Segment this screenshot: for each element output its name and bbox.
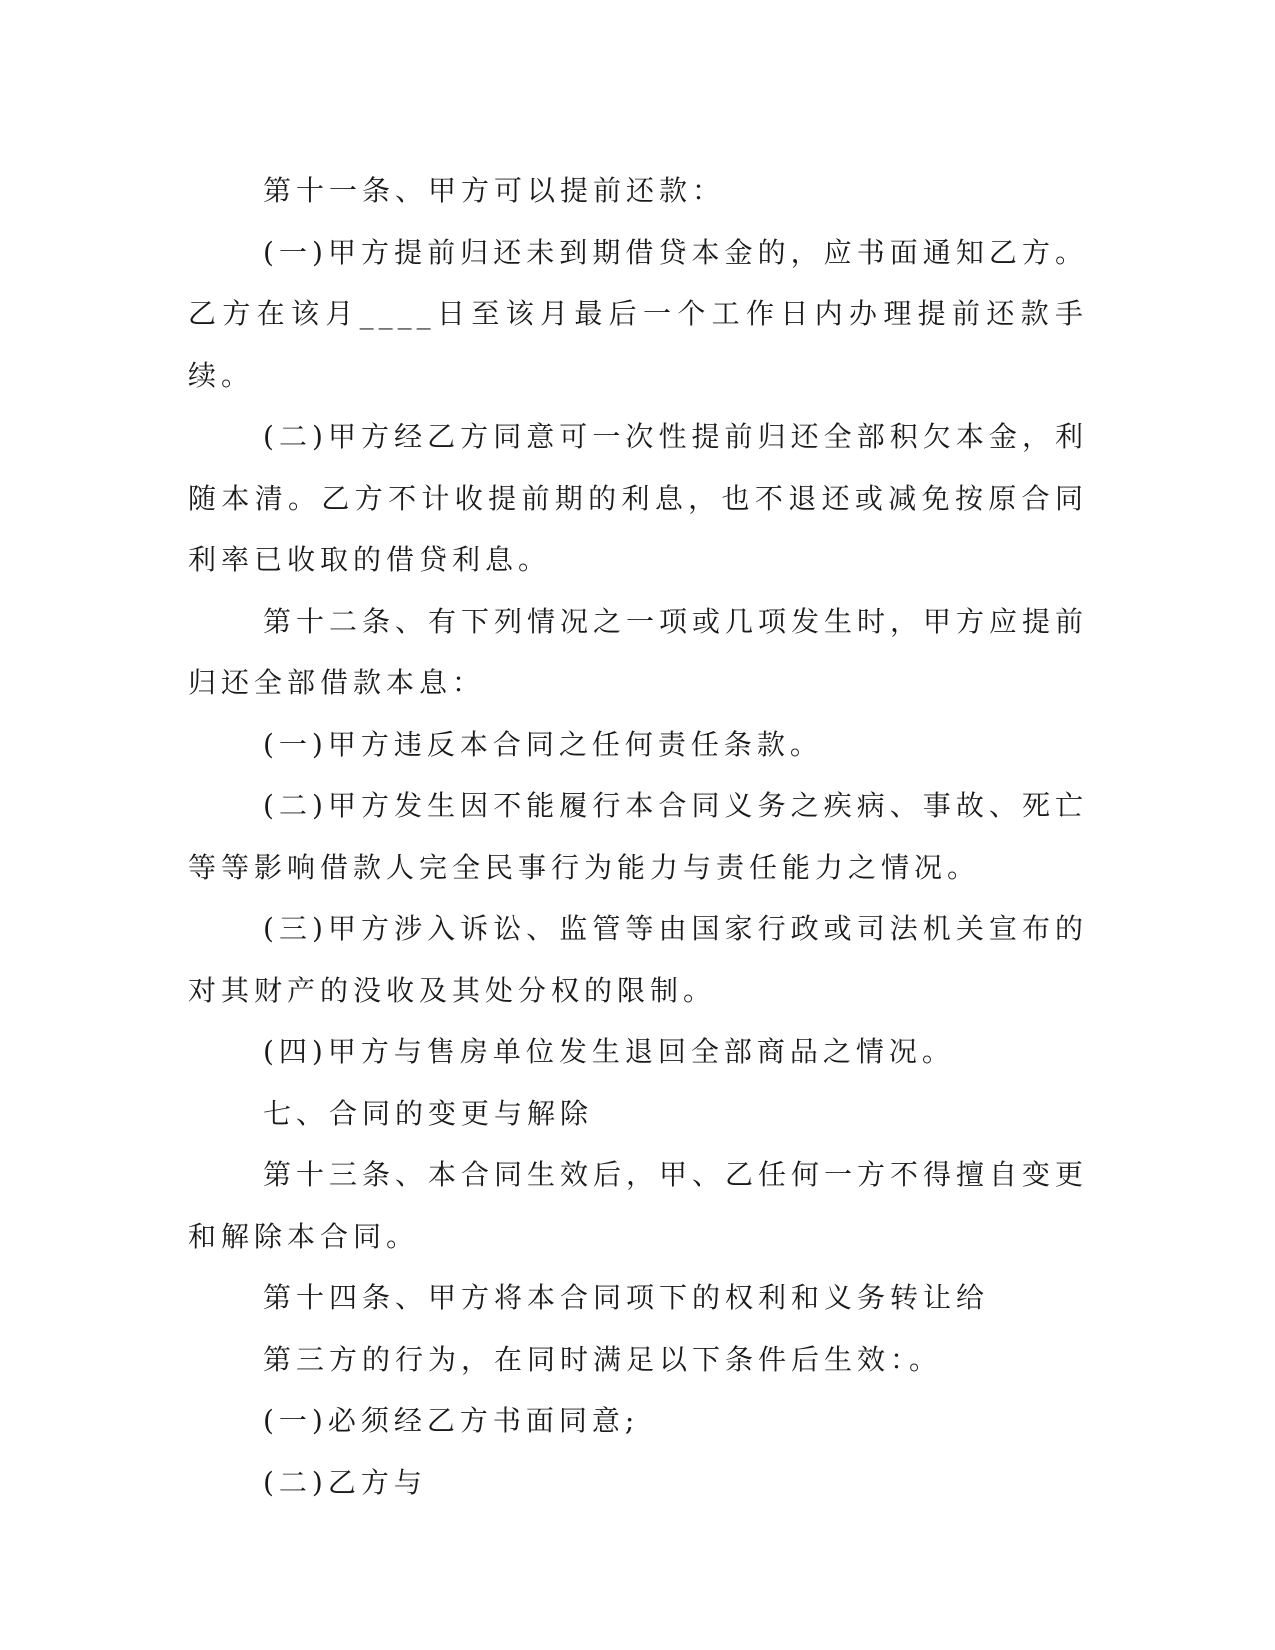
paragraph-article-14-item-1: (一)必须经乙方书面同意; xyxy=(263,1404,640,1437)
paragraph-article-11-item-2: (二)甲方经乙方同意可一次性提前归还全部积欠本金，利随本清。乙方不计收提前期的利息，也不退还或减免按原合同利率已收取的借贷利息。 xyxy=(188,420,1088,576)
paragraph-article-12: 第十二条、有下列情况之一项或几项发生时，甲方应提前归还全部借款本息： xyxy=(188,604,1089,699)
paragraph-article-14: 第十四条、甲方将本合同项下的权利和义务转让给 xyxy=(263,1281,990,1314)
paragraph-article-12-item-1: (一)甲方违反本合同之任何责任条款。 xyxy=(263,727,823,761)
paragraph-article-11-item-1: (一)甲方提前归还未到期借贷本金的，应书面通知乙方。乙方在该月____日至该月最后一个工作日内办理提前还款手续。 xyxy=(188,235,1088,392)
paragraph-article-14-item-2: (二)乙方与 xyxy=(263,1465,427,1499)
paragraph-article-12-item-2: (二)甲方发生因不能履行本合同义务之疾病、事故、死亡等等影响借款人完全民事行为能力与责任能力之情况。 xyxy=(188,789,1088,884)
paragraph-article-11: 第十一条、甲方可以提前还款： xyxy=(263,174,726,207)
document-body xyxy=(188,160,1088,1513)
paragraph-article-14-continued: 第三方的行为，在同时满足以下条件后生效：。 xyxy=(263,1342,943,1376)
paragraph-article-12-item-4: (四)甲方与售房单位发生退回全部商品之情况。 xyxy=(263,1035,955,1068)
section-heading-7: 七、合同的变更与解除 xyxy=(263,1096,594,1130)
paragraph-article-13: 第十三条、本合同生效后，甲、乙任何一方不得擅自变更和解除本合同。 xyxy=(188,1158,1089,1253)
paragraph-article-12-item-3: (三)甲方涉入诉讼、监管等由国家行政或司法机关宣布的对其财产的没收及其处分权的限制。 xyxy=(188,912,1088,1007)
